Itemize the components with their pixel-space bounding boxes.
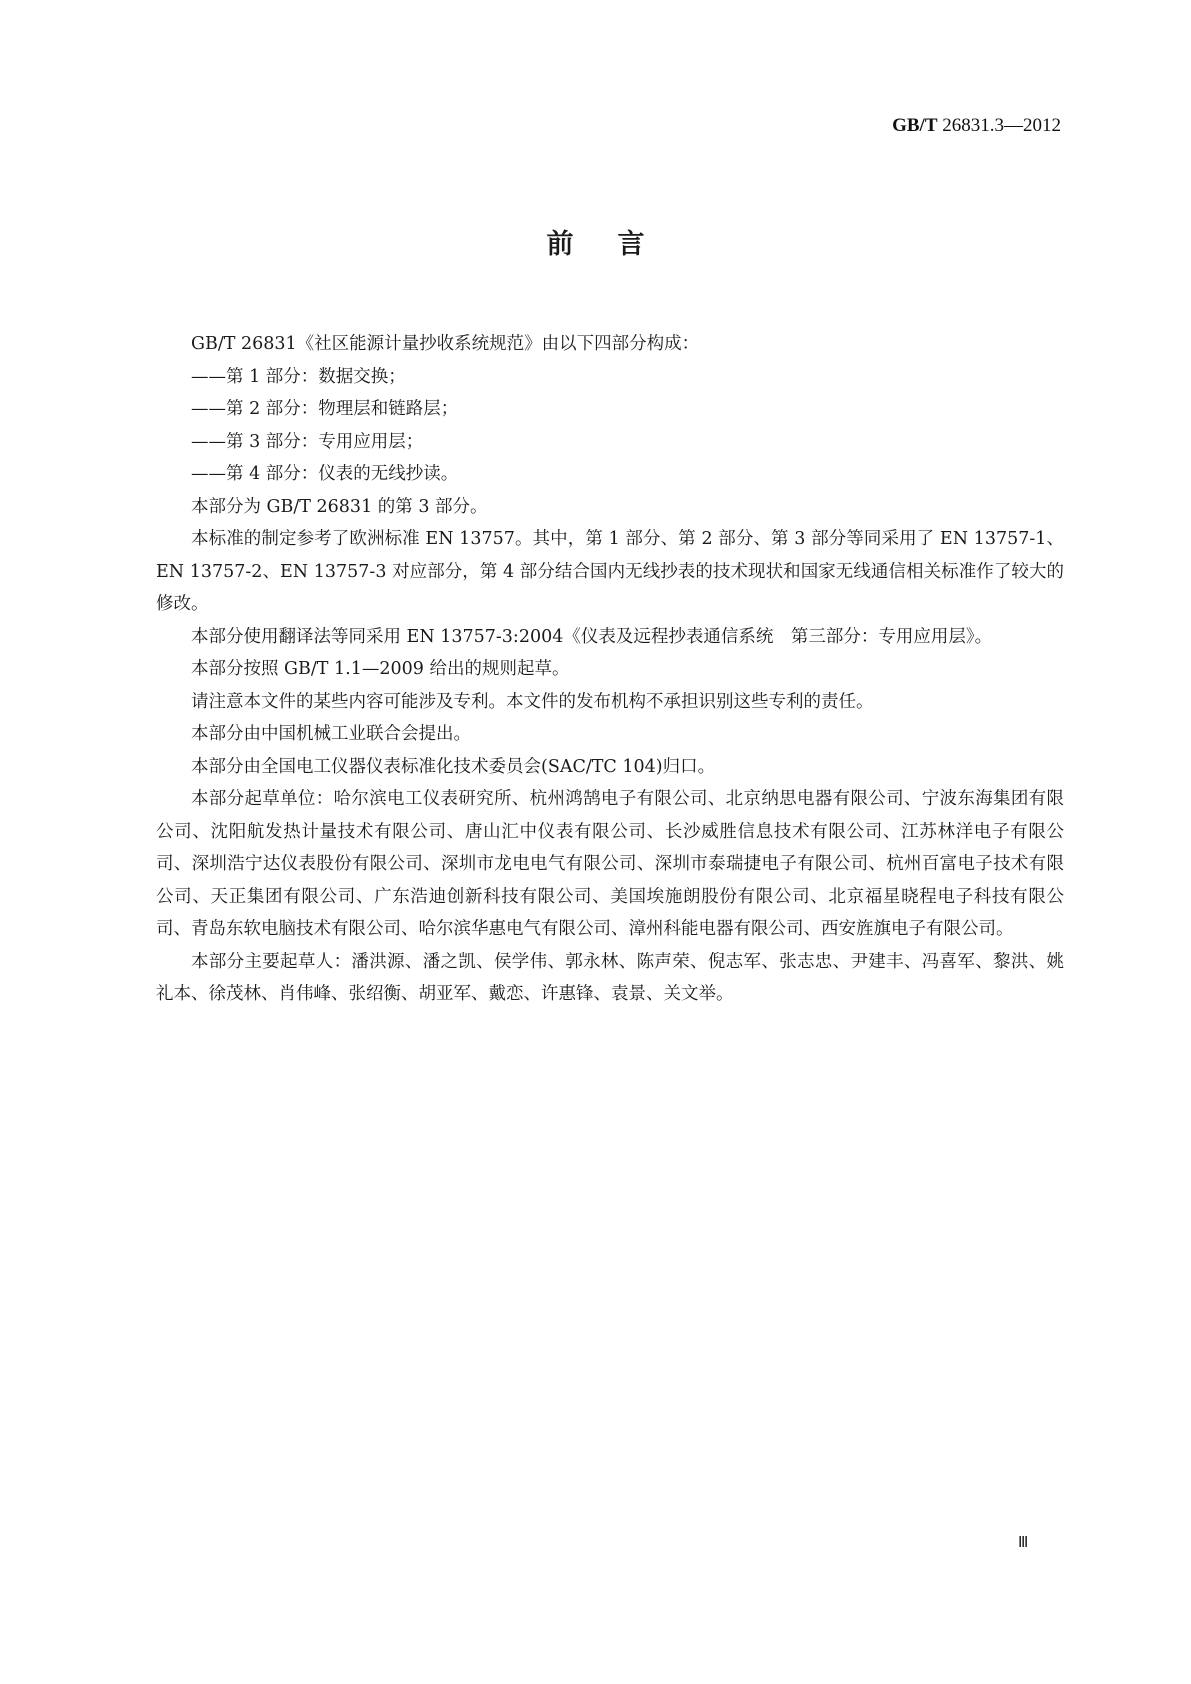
- standard-number: 26831.3—2012: [942, 115, 1061, 136]
- foreword-body: [156, 328, 1064, 1011]
- standard-prefix: GB/T: [892, 115, 938, 136]
- paragraph: 本部分由中国机械工业联合会提出。: [191, 724, 471, 744]
- standard-code: [892, 115, 1061, 137]
- paragraph: 本标准的制定参考了欧洲标准 EN 13757。其中，第 1 部分、第 2 部分、第 3 部分等同采用了 EN 13757-1、EN 13757-2、EN 13757-3 对应部分，第 4 部分结合国内无线抄表的技术现状和国家无线通信相关标准作了较大的修改。: [156, 529, 1064, 614]
- paragraph: 本部分使用翻译法等同采用 EN 13757-3:2004《仪表及远程抄表通信系统 第三部分：专用应用层》。: [191, 626, 993, 647]
- part-list-item: ——第 4 部分：仪表的无线抄读。: [191, 464, 459, 484]
- intro-paragraph: GB/T 26831《社区能源计量抄收系统规范》由以下四部分构成：: [191, 334, 700, 354]
- part-list-item: ——第 2 部分：物理层和链路层；: [191, 399, 459, 419]
- paragraph: 请注意本文件的某些内容可能涉及专利。本文件的发布机构不承担识别这些专利的责任。: [191, 691, 874, 712]
- part-list-item: ——第 1 部分：数据交换；: [191, 366, 406, 387]
- page-number: Ⅲ: [1018, 1535, 1028, 1551]
- paragraph: 本部分为 GB/T 26831 的第 3 部分。: [191, 496, 488, 517]
- paragraph: 本部分由全国电工仪器仪表标准化技术委员会(SAC/TC 104)归口。: [191, 756, 716, 777]
- drafting-units-paragraph: 本部分起草单位：哈尔滨电工仪表研究所、杭州鸿鹄电子有限公司、北京纳思电器有限公司、宁波东海集团有限公司、沈阳航发热计量技术有限公司、唐山汇中仪表有限公司、长沙威胜信息技术有限公司、江苏林洋电子有限公司、深圳浩宁达仪表股份有限公司、深圳市龙电电气有限公司、深圳市泰瑞捷电子有限公司、杭州百富电子技术有限公司、天正集团有限公司、广东浩迪创新科技有限公司、美国埃施朗股份有限公司、北京福星晓程电子科技有限公司、青岛东软电脑技术有限公司、哈尔滨华惠电气有限公司、漳州科能电器有限公司、西安旌旗电子有限公司。: [156, 789, 1064, 939]
- page-title: 前言: [546, 229, 689, 260]
- part-list-item: ——第 3 部分：专用应用层；: [191, 431, 424, 452]
- drafters-paragraph: 本部分主要起草人：潘洪源、潘之凯、侯学伟、郭永林、陈声荣、倪志军、张志忠、尹建丰、冯喜军、黎洪、姚礼本、徐茂林、肖伟峰、张绍衡、胡亚军、戴恋、许惠锋、袁景、关文举。: [156, 951, 1064, 1004]
- paragraph: 本部分按照 GB/T 1.1—2009 给出的规则起草。: [191, 659, 570, 679]
